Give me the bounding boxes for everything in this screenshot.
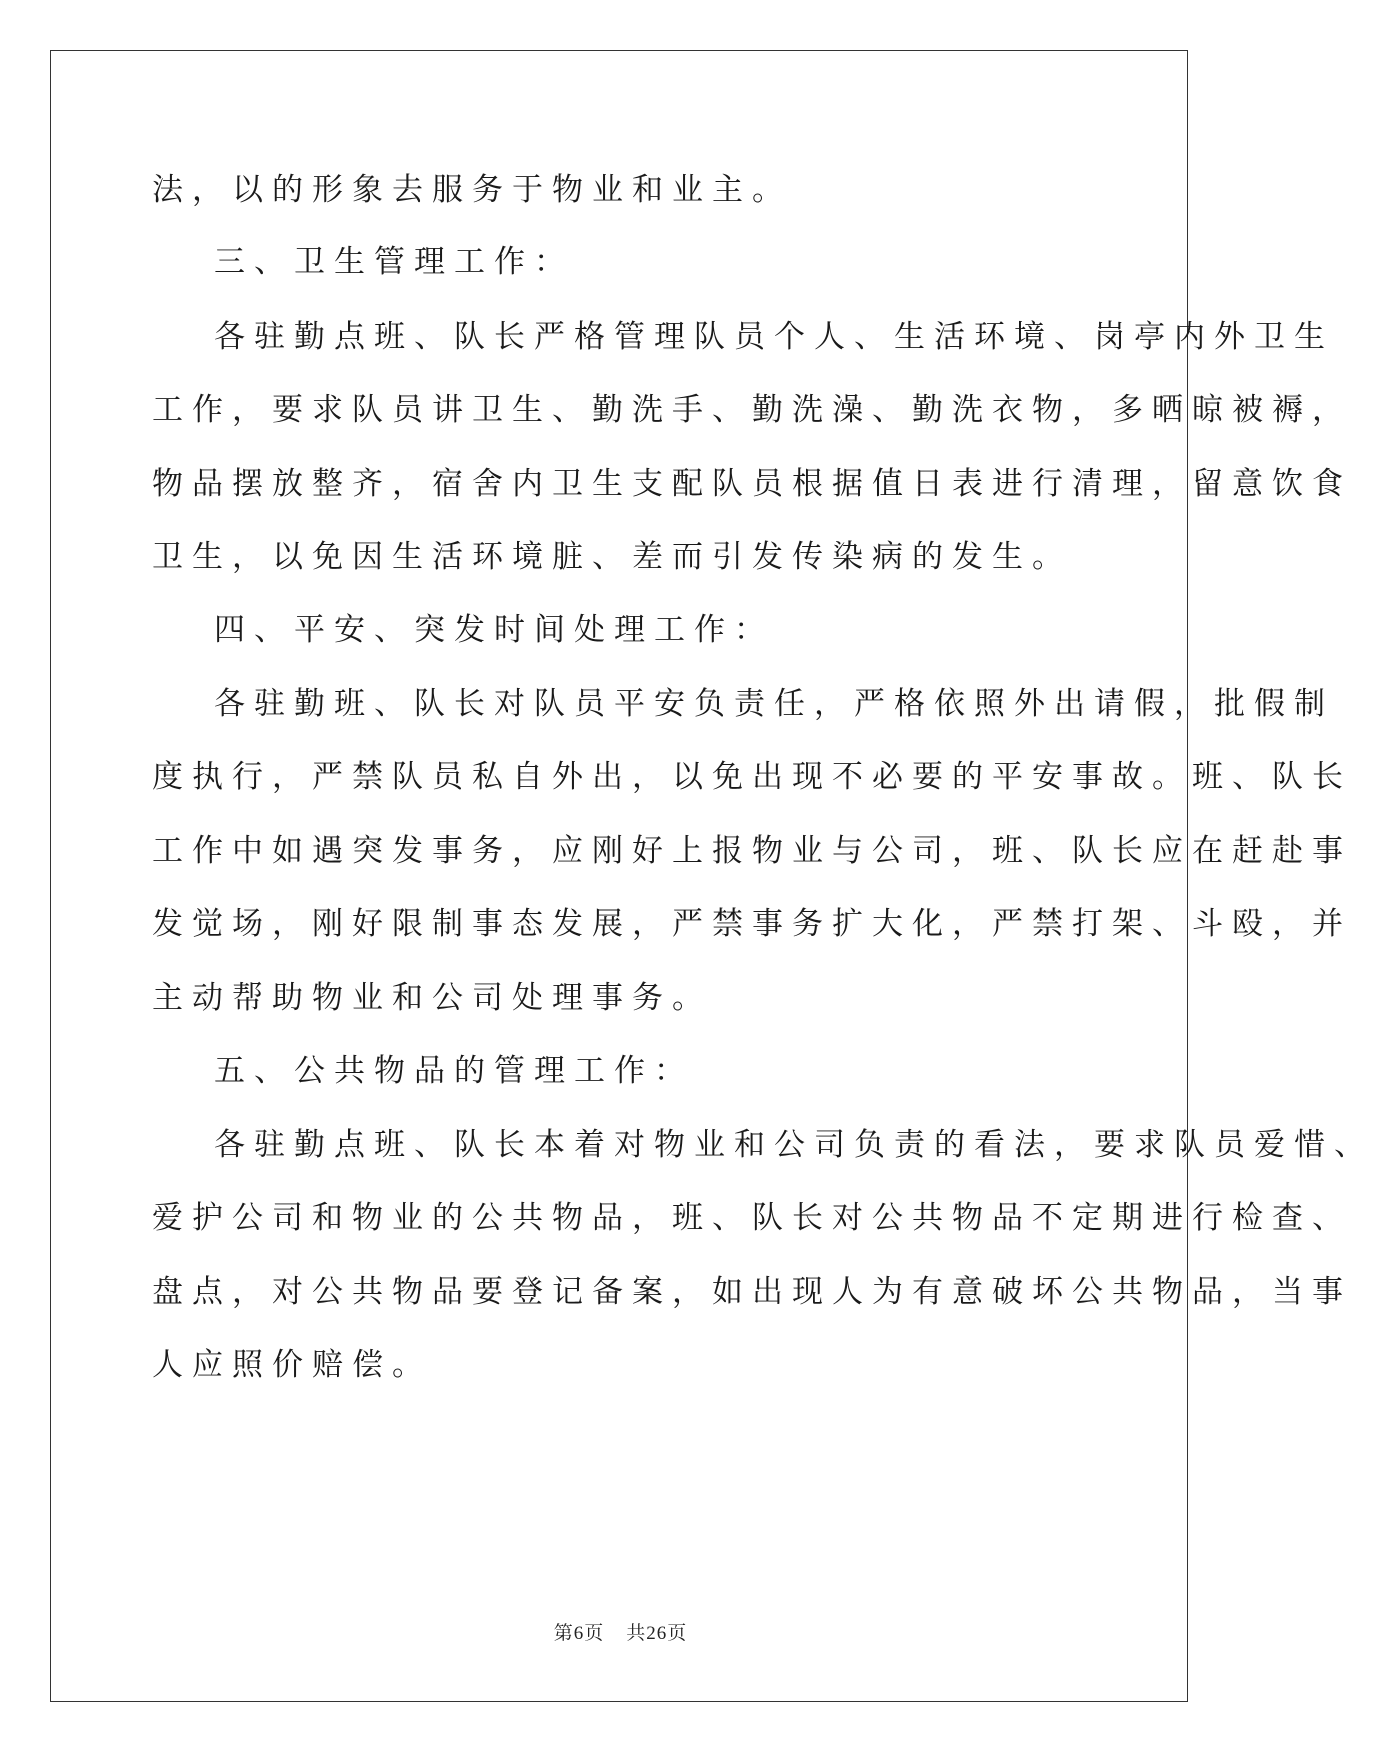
page-border <box>50 50 1188 1702</box>
paragraph-line: 工作，要求队员讲卫生、勤洗手、勤洗澡、勤洗衣物，多晒晾被褥， <box>152 392 1352 428</box>
section-heading: 四、平安、突发时间处理工作： <box>214 612 774 648</box>
paragraph-line: 主动帮助物业和公司处理事务。 <box>152 980 712 1016</box>
paragraph-line: 各驻勤点班、队长本着对物业和公司负责的看法，要求队员爱惜、 <box>214 1127 1374 1163</box>
paragraph-line: 法，以的形象去服务于物业和业主。 <box>152 172 792 208</box>
paragraph-line: 度执行，严禁队员私自外出，以免出现不必要的平安事故。班、队长 <box>152 759 1352 795</box>
paragraph-line: 工作中如遇突发事务，应刚好上报物业与公司，班、队长应在赶赴事 <box>152 833 1352 869</box>
paragraph-line: 爱护公司和物业的公共物品，班、队长对公共物品不定期进行检查、 <box>152 1200 1352 1236</box>
paragraph-line: 卫生，以免因生活环境脏、差而引发传染病的发生。 <box>152 539 1072 575</box>
paragraph-line: 各驻勤点班、队长严格管理队员个人、生活环境、岗亭内外卫生 <box>214 319 1334 355</box>
page-footer <box>0 1618 1241 1645</box>
section-heading: 三、卫生管理工作： <box>214 244 574 280</box>
paragraph-line: 物品摆放整齐，宿舍内卫生支配队员根据值日表进行清理，留意饮食 <box>152 466 1352 502</box>
section-heading: 五、公共物品的管理工作： <box>214 1053 694 1089</box>
paragraph-line: 各驻勤班、队长对队员平安负责任，严格依照外出请假，批假制 <box>214 686 1334 722</box>
paragraph-line: 盘点，对公共物品要登记备案，如出现人为有意破坏公共物品，当事 <box>152 1274 1352 1310</box>
paragraph-line: 发觉场，刚好限制事态发展，严禁事务扩大化，严禁打架、斗殴，并 <box>152 906 1352 942</box>
paragraph-line: 人应照价赔偿。 <box>152 1347 432 1383</box>
current-page-number: 第6页 <box>553 1623 605 1644</box>
total-pages: 共26页 <box>626 1623 688 1644</box>
